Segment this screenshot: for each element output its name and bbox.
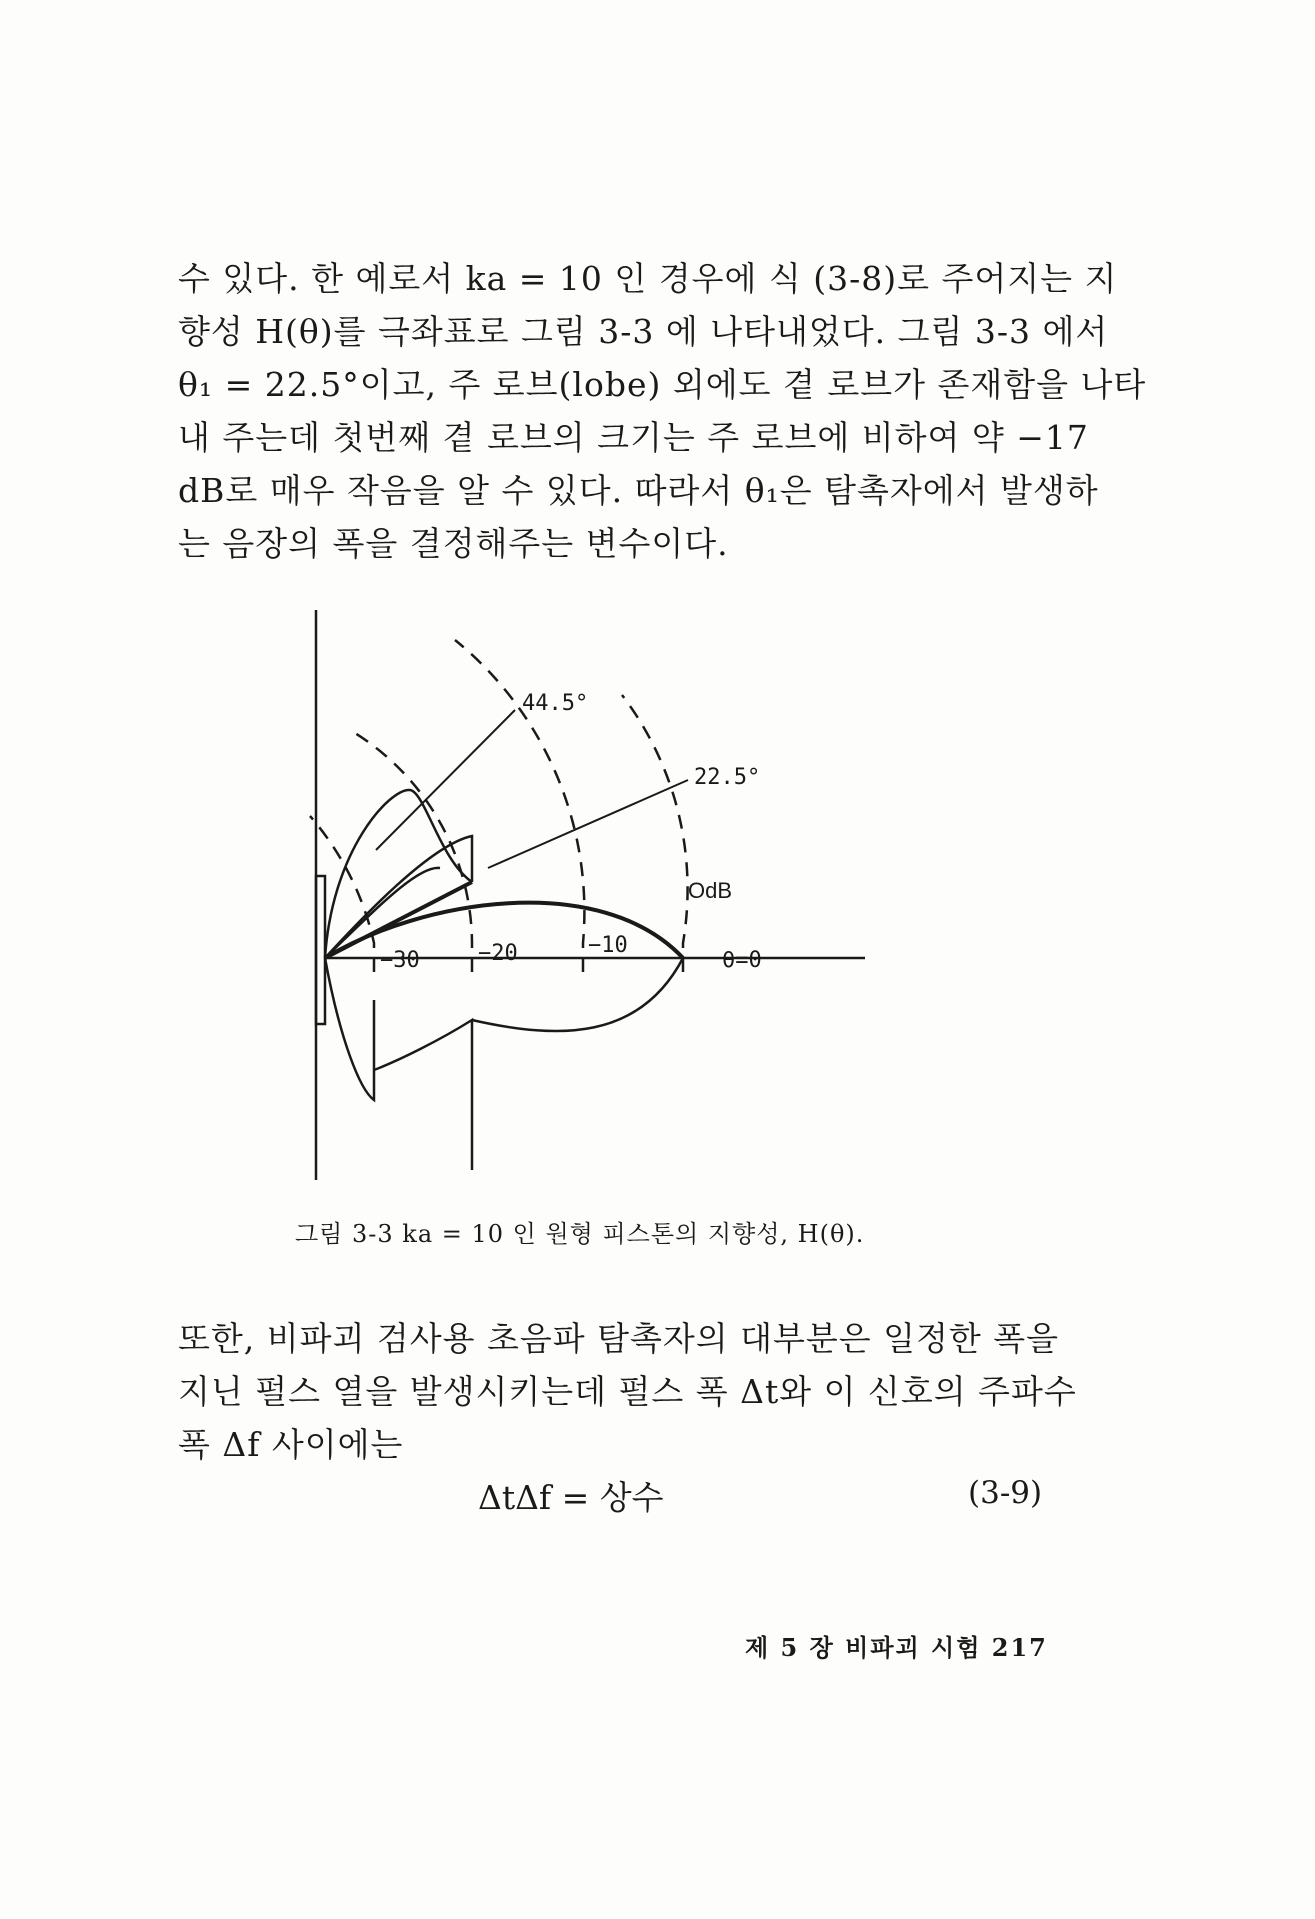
piston-element (316, 876, 325, 1024)
equation-number: (3-9) (968, 1475, 1043, 1511)
level-label-30: −30 (380, 948, 420, 973)
text-line: 지닌 펄스 열을 발생시키는데 펄스 폭 Δt와 이 신호의 주파수 (178, 1372, 1077, 1411)
text-line: 수 있다. 한 예로서 ka = 10 인 경우에 식 (3-8)로 주어지는 지 (178, 259, 1118, 298)
axis-label: θ=0 (722, 948, 762, 973)
text-line: 향성 H(θ)를 극좌표로 그림 3-3 에 나타내었다. 그림 3-3 에서 (178, 312, 1109, 351)
paragraph-2 (178, 1312, 1078, 1471)
level-label-20: −20 (478, 941, 518, 966)
text-line: 내 주는데 첫번째 곁 로브의 크기는 주 로브에 비하여 약 −17 (178, 418, 1089, 457)
level-arc-0 (622, 695, 688, 972)
leader-line-22 (488, 780, 688, 868)
page-footer: 제 5 장 비파괴 시험 217 (745, 1633, 1048, 1662)
text-line: 또한, 비파괴 검사용 초음파 탐촉자의 대부분은 일정한 폭을 (178, 1319, 1059, 1358)
level-label-0: OdB (688, 878, 733, 903)
directivity-diagram (300, 600, 960, 1190)
level-arc-10 (455, 640, 584, 972)
angle-label-22: 22.5° (694, 765, 761, 790)
level-label-10: −10 (588, 933, 628, 958)
text-line: θ₁ = 22.5°이고, 주 로브(lobe) 외에도 곁 로브가 존재함을 나타 (178, 365, 1147, 404)
paragraph-1 (178, 252, 1147, 570)
figure-caption: 그림 3-3 ka = 10 인 원형 피스톤의 지향성, H(θ). (295, 1220, 865, 1248)
equation: ΔtΔf = 상수 (478, 1478, 664, 1517)
leader-line-44 (376, 710, 515, 850)
text-line: 는 음장의 폭을 결정해주는 변수이다. (178, 524, 729, 563)
side-lobe-upper-inner (325, 868, 440, 958)
side-lobe-upper-second (325, 836, 472, 958)
main-lobe-lower (472, 958, 683, 1031)
text-line: dB로 매우 작음을 알 수 있다. 따라서 θ₁은 탐촉자에서 발생하 (178, 471, 1099, 510)
side-lobe-lower-second (374, 1020, 472, 1170)
angle-label-44: 44.5° (522, 691, 589, 716)
side-lobe-lower (325, 958, 374, 1100)
text-line: 폭 Δf 사이에는 (178, 1425, 404, 1464)
main-lobe-inner-line (325, 882, 472, 958)
